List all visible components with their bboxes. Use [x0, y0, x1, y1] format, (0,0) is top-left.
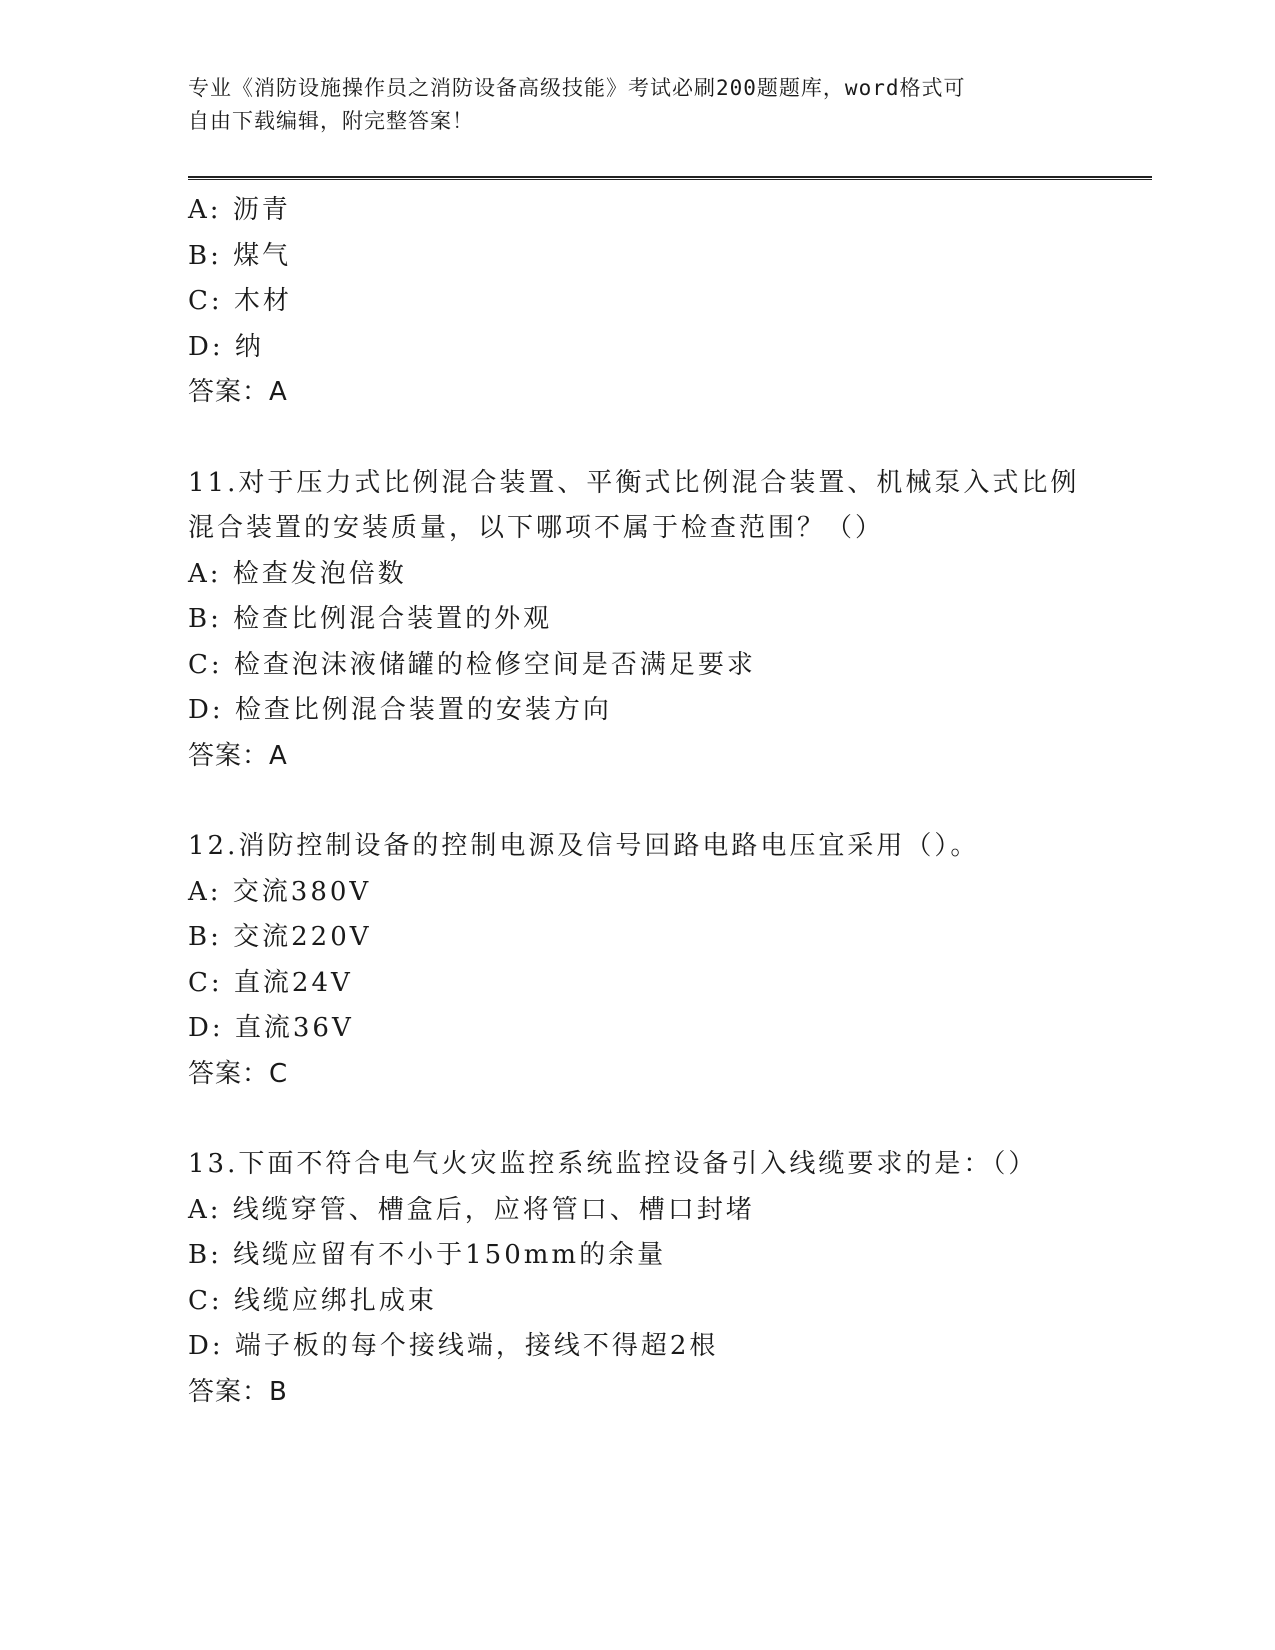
option-c: C: 直流24V [188, 967, 353, 998]
question-block [188, 188, 1128, 416]
option-b: B: 检查比例混合装置的外观 [188, 604, 553, 634]
question-block [188, 824, 1128, 1097]
question-block [188, 461, 1128, 780]
option-d: D: 直流36V [188, 1013, 354, 1043]
question-list [188, 188, 1128, 1415]
option-a: A: 检查发泡倍数 [188, 558, 407, 589]
question-block [188, 1142, 1128, 1415]
option-d: D: 端子板的每个接线端，接线不得超2根 [188, 1331, 719, 1361]
option-d: D: 纳 [188, 331, 264, 362]
option-b: B: 线缆应留有不小于150mm的余量 [188, 1240, 667, 1270]
question-text: 11.对于压力式比例混合装置、平衡式比例混合装置、机械泵入式比例 [188, 467, 1080, 498]
header-line-1: 专业《消防设施操作员之消防设备高级技能》考试必刷200题题库，word格式可 [188, 76, 966, 100]
answer: 答案：C [188, 1058, 289, 1089]
header-divider [188, 176, 1152, 180]
question-text: 13.下面不符合电气火灾监控系统监控设备引入线缆要求的是：（） [188, 1149, 1038, 1179]
answer: 答案：A [188, 740, 288, 771]
option-b: B: 交流220V [188, 922, 372, 952]
option-c: C: 木材 [188, 286, 292, 316]
option-a: A: 交流380V [188, 876, 372, 907]
option-c: C: 检查泡沫液储罐的检修空间是否满足要求 [188, 649, 756, 680]
option-a: A: 线缆穿管、槽盒后，应将管口、槽口封堵 [188, 1194, 755, 1225]
option-d: D: 检查比例混合装置的安装方向 [188, 695, 612, 725]
page-header [188, 72, 1088, 138]
question-text: 混合装置的安装质量，以下哪项不属于检查范围？（） [188, 513, 885, 543]
answer: 答案：A [188, 377, 288, 407]
option-b: B: 煤气 [188, 240, 292, 271]
header-line-2: 自由下载编辑，附完整答案！ [188, 109, 474, 133]
answer: 答案：B [188, 1376, 288, 1407]
question-text: 12.消防控制设备的控制电源及信号回路电路电压宜采用（）。 [188, 831, 980, 861]
option-a: A: 沥青 [188, 195, 291, 225]
option-c: C: 线缆应绑扎成束 [188, 1285, 437, 1316]
